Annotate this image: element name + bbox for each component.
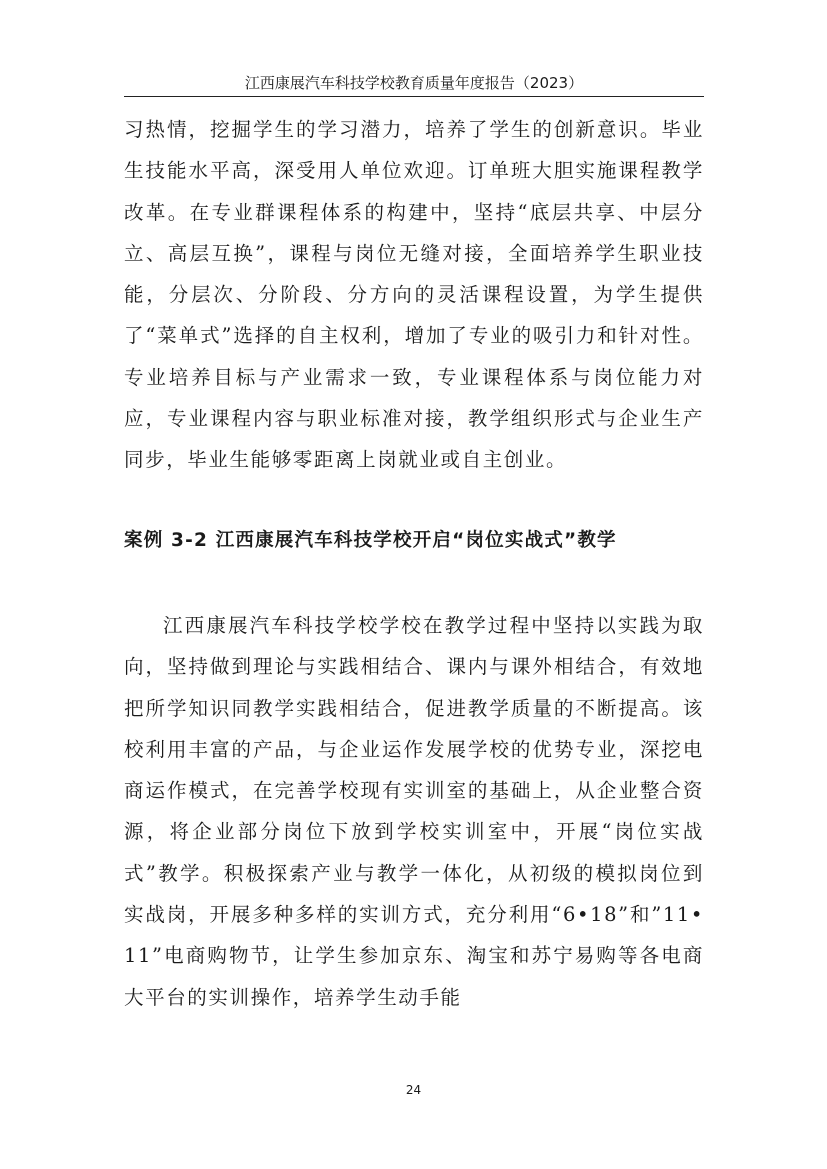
case-body-paragraph: 江西康展汽车科技学校学校在教学过程中坚持以实践为取向，坚持做到理论与实践相结合、课内与课外相结合，有效地把所学知识同教学实践相结合，促进教学质量的不断提高。该校利用丰富的产品，与企业运作发展学校的优势专业，深挖电商运作模式，在完善学校现有实训室的基础上，从企业整合资源，将企业部分岗位下放到学校实训室中，开展“岗位实战式”教学。积极探索产业与教学一体化，从初级的模拟岗位到实战岗，开展多种多样的实训方式，充分利用“6•18”和”11•11”电商购物节，让学生参加京东、淘宝和苏宁易购等各电商大平台的实训操作，培养学生动手能: [124, 614, 704, 1009]
header-title: 江西康展汽车科技学校教育质量年度报告（2023）: [244, 74, 584, 92]
case-heading: 案例 3-2 江西康展汽车科技学校开启“岗位实战式”教学: [124, 530, 617, 551]
page-header: [124, 72, 704, 97]
body-paragraph-continuation: 习热情，挖掘学生的学习潜力，培养了学生的创新意识。毕业生技能水平高，深受用人单位欢迎。订单班大胆实施课程教学改革。在专业群课程体系的构建中，坚持“底层共享、中层分立、高层互换”，课程与岗位无缝对接，全面培养学生职业技能，分层次、分阶段、分方向的灵活课程设置，为学生提供了“菜单式”选择的自主权利，增加了专业的吸引力和针对性。专业培养目标与产业需求一致，专业课程体系与岗位能力对应，专业课程内容与职业标准对接，教学组织形式与企业生产同步，毕业生能够零距离上岗就业或自主创业。: [124, 118, 704, 472]
page-number: 24: [405, 1083, 422, 1097]
